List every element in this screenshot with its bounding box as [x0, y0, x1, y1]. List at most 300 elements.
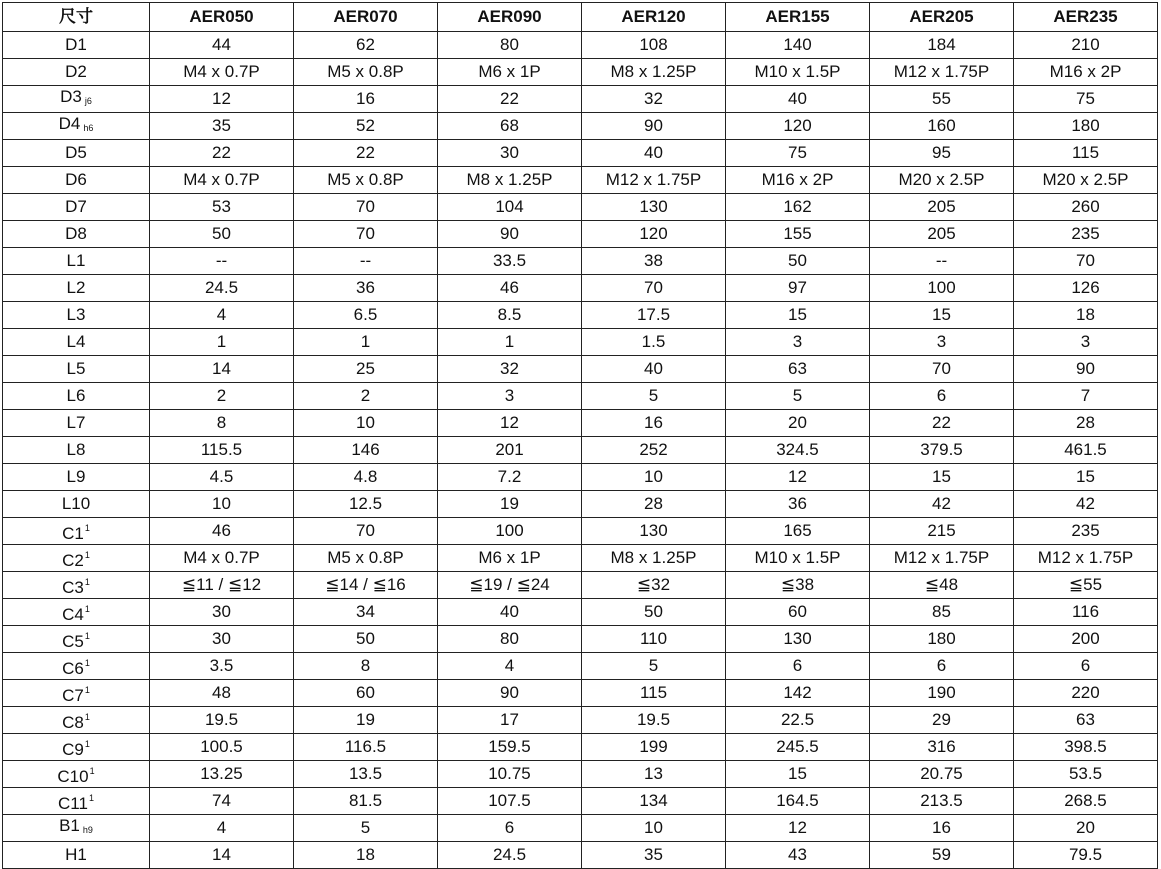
table-cell: 142 — [726, 680, 870, 707]
table-cell: 42 — [870, 491, 1014, 518]
table-cell: 1.5 — [582, 329, 726, 356]
row-label: L10 — [61, 494, 91, 513]
row-label-cell — [3, 248, 150, 275]
table-row — [3, 653, 1158, 680]
table-cell: 30 — [438, 140, 582, 167]
table-cell: 42 — [1014, 491, 1158, 518]
table-cell: M20 x 2.5P — [870, 167, 1014, 194]
table-cell: 90 — [438, 680, 582, 707]
row-label: D8 — [65, 224, 87, 243]
table-row — [3, 518, 1158, 545]
row-label-cell — [3, 761, 150, 788]
table-cell: 4.5 — [150, 464, 294, 491]
row-label-cell — [3, 788, 150, 815]
table-cell: 90 — [438, 221, 582, 248]
table-row — [3, 761, 1158, 788]
table-cell: 3 — [438, 383, 582, 410]
table-cell: 15 — [726, 761, 870, 788]
row-label-cell — [3, 518, 150, 545]
table-cell: 70 — [294, 194, 438, 221]
table-cell: M12 x 1.75P — [870, 545, 1014, 572]
table-cell: 201 — [438, 437, 582, 464]
table-cell: 30 — [150, 626, 294, 653]
row-label-cell — [3, 113, 150, 140]
tolerance-subscript: j6 — [84, 96, 92, 106]
footnote-superscript: 1 — [84, 685, 90, 695]
table-row — [3, 437, 1158, 464]
table-row — [3, 410, 1158, 437]
row-label-cell — [3, 302, 150, 329]
row-label-cell — [3, 680, 150, 707]
table-cell: 3 — [1014, 329, 1158, 356]
table-cell: 252 — [582, 437, 726, 464]
table-cell: 126 — [1014, 275, 1158, 302]
header-model: AER155 — [726, 3, 870, 32]
table-cell: 12 — [438, 410, 582, 437]
table-cell: 43 — [726, 842, 870, 869]
table-cell: 25 — [294, 356, 438, 383]
table-cell: 97 — [726, 275, 870, 302]
table-cell: ≦32 — [582, 572, 726, 599]
table-cell: 22 — [870, 410, 1014, 437]
table-cell: 16 — [582, 410, 726, 437]
table-cell: 68 — [438, 113, 582, 140]
table-cell: 155 — [726, 221, 870, 248]
table-cell: 1 — [294, 329, 438, 356]
table-cell: 159.5 — [438, 734, 582, 761]
table-cell: 6 — [1014, 653, 1158, 680]
row-label: L8 — [66, 440, 86, 459]
table-cell: M8 x 1.25P — [582, 545, 726, 572]
table-row — [3, 626, 1158, 653]
table-cell: 70 — [582, 275, 726, 302]
table-cell: 53 — [150, 194, 294, 221]
row-label: C9 — [62, 740, 84, 759]
row-label-cell — [3, 464, 150, 491]
table-cell: 14 — [150, 356, 294, 383]
row-label-cell — [3, 734, 150, 761]
table-cell: 50 — [150, 221, 294, 248]
table-cell: 205 — [870, 221, 1014, 248]
table-cell: 50 — [294, 626, 438, 653]
table-cell: 36 — [294, 275, 438, 302]
table-cell: 19.5 — [582, 707, 726, 734]
table-cell: 379.5 — [870, 437, 1014, 464]
table-cell: 180 — [1014, 113, 1158, 140]
table-cell: 79.5 — [1014, 842, 1158, 869]
table-cell: 15 — [870, 464, 1014, 491]
row-label: L3 — [66, 305, 86, 324]
table-cell: 15 — [726, 302, 870, 329]
table-row — [3, 707, 1158, 734]
table-cell: 260 — [1014, 194, 1158, 221]
table-cell: 190 — [870, 680, 1014, 707]
table-cell: 6 — [438, 815, 582, 842]
table-cell: 48 — [150, 680, 294, 707]
table-cell: 104 — [438, 194, 582, 221]
table-cell: 22 — [150, 140, 294, 167]
table-cell: 15 — [870, 302, 1014, 329]
row-label: L6 — [66, 386, 86, 405]
row-label-cell — [3, 86, 150, 113]
table-cell: 20 — [726, 410, 870, 437]
table-cell: 116.5 — [294, 734, 438, 761]
row-label-cell — [3, 275, 150, 302]
row-label: L7 — [66, 413, 86, 432]
table-cell: 15 — [1014, 464, 1158, 491]
table-cell: 205 — [870, 194, 1014, 221]
footnote-superscript: 1 — [84, 577, 90, 587]
table-cell: 14 — [150, 842, 294, 869]
table-cell: 316 — [870, 734, 1014, 761]
table-cell: 1 — [150, 329, 294, 356]
footnote-superscript: 1 — [89, 766, 95, 776]
table-cell: 245.5 — [726, 734, 870, 761]
table-cell: 74 — [150, 788, 294, 815]
table-row — [3, 383, 1158, 410]
table-cell: M8 x 1.25P — [438, 167, 582, 194]
table-cell: 75 — [1014, 86, 1158, 113]
row-label: L9 — [66, 467, 86, 486]
table-cell: 40 — [438, 599, 582, 626]
table-cell: 35 — [582, 842, 726, 869]
table-cell: M12 x 1.75P — [582, 167, 726, 194]
table-cell: 20 — [1014, 815, 1158, 842]
table-cell: 116 — [1014, 599, 1158, 626]
footnote-superscript: 1 — [84, 550, 90, 560]
table-row — [3, 842, 1158, 869]
row-label-cell — [3, 410, 150, 437]
row-label-cell — [3, 329, 150, 356]
table-cell: 2 — [294, 383, 438, 410]
table-row — [3, 32, 1158, 59]
table-row — [3, 275, 1158, 302]
table-cell: 70 — [870, 356, 1014, 383]
table-cell: 100 — [438, 518, 582, 545]
row-label-cell — [3, 842, 150, 869]
table-cell: M5 x 0.8P — [294, 59, 438, 86]
table-cell: 8 — [150, 410, 294, 437]
table-cell: 220 — [1014, 680, 1158, 707]
table-cell: 115 — [1014, 140, 1158, 167]
table-cell: 44 — [150, 32, 294, 59]
table-cell: 35 — [150, 113, 294, 140]
table-cell: ≦48 — [870, 572, 1014, 599]
table-row — [3, 788, 1158, 815]
table-row — [3, 572, 1158, 599]
table-cell: 160 — [870, 113, 1014, 140]
row-label: D3 — [60, 87, 82, 106]
table-cell: 5 — [294, 815, 438, 842]
table-cell: 70 — [294, 221, 438, 248]
tolerance-subscript: h6 — [83, 123, 94, 133]
table-cell: 24.5 — [438, 842, 582, 869]
row-label-cell — [3, 653, 150, 680]
table-cell: M16 x 2P — [726, 167, 870, 194]
table-cell: 34 — [294, 599, 438, 626]
table-cell: 120 — [582, 221, 726, 248]
table-cell: ≦38 — [726, 572, 870, 599]
table-cell: 184 — [870, 32, 1014, 59]
row-label: D2 — [65, 62, 87, 81]
table-cell: 110 — [582, 626, 726, 653]
table-cell: -- — [870, 248, 1014, 275]
table-row — [3, 356, 1158, 383]
table-cell: 130 — [582, 518, 726, 545]
table-cell: 19.5 — [150, 707, 294, 734]
table-cell: 40 — [726, 86, 870, 113]
table-cell: M8 x 1.25P — [582, 59, 726, 86]
row-label-cell — [3, 437, 150, 464]
table-cell: 16 — [870, 815, 1014, 842]
table-cell: 46 — [150, 518, 294, 545]
row-label: C6 — [62, 659, 84, 678]
table-cell: 8.5 — [438, 302, 582, 329]
table-cell: 3 — [726, 329, 870, 356]
table-cell: 52 — [294, 113, 438, 140]
table-cell: 24.5 — [150, 275, 294, 302]
table-cell: 6.5 — [294, 302, 438, 329]
table-cell: 29 — [870, 707, 1014, 734]
table-cell: 146 — [294, 437, 438, 464]
table-cell: 13 — [582, 761, 726, 788]
row-label: C4 — [62, 605, 84, 624]
table-cell: 115.5 — [150, 437, 294, 464]
table-cell: 6 — [870, 383, 1014, 410]
table-row — [3, 491, 1158, 518]
row-label-cell — [3, 815, 150, 842]
row-label: C10 — [57, 767, 89, 786]
header-row — [3, 3, 1158, 32]
table-cell: 95 — [870, 140, 1014, 167]
table-cell: 50 — [582, 599, 726, 626]
table-cell: 22 — [438, 86, 582, 113]
row-label: D5 — [65, 143, 87, 162]
row-label: C7 — [62, 686, 84, 705]
table-cell: 235 — [1014, 518, 1158, 545]
table-cell: 2 — [150, 383, 294, 410]
table-row — [3, 113, 1158, 140]
row-label-cell — [3, 140, 150, 167]
table-cell: 18 — [1014, 302, 1158, 329]
table-cell: M6 x 1P — [438, 59, 582, 86]
table-cell: M12 x 1.75P — [870, 59, 1014, 86]
table-cell: 7.2 — [438, 464, 582, 491]
table-cell: 164.5 — [726, 788, 870, 815]
table-cell: 461.5 — [1014, 437, 1158, 464]
table-cell: 215 — [870, 518, 1014, 545]
table-cell: 4.8 — [294, 464, 438, 491]
table-cell: 199 — [582, 734, 726, 761]
table-cell: 63 — [726, 356, 870, 383]
table-cell: 10 — [294, 410, 438, 437]
table-cell: 10.75 — [438, 761, 582, 788]
table-cell: M5 x 0.8P — [294, 167, 438, 194]
table-cell: 213.5 — [870, 788, 1014, 815]
table-cell: 22.5 — [726, 707, 870, 734]
table-cell: 32 — [438, 356, 582, 383]
table-cell: 19 — [294, 707, 438, 734]
table-cell: 20.75 — [870, 761, 1014, 788]
table-row — [3, 815, 1158, 842]
table-cell: 17 — [438, 707, 582, 734]
table-cell: 6 — [726, 653, 870, 680]
row-label-cell — [3, 491, 150, 518]
table-cell: 80 — [438, 32, 582, 59]
table-cell: M16 x 2P — [1014, 59, 1158, 86]
table-cell: M4 x 0.7P — [150, 59, 294, 86]
tolerance-subscript: h9 — [82, 825, 93, 835]
table-row — [3, 599, 1158, 626]
table-cell: ≦55 — [1014, 572, 1158, 599]
header-model: AER050 — [150, 3, 294, 32]
table-cell: 115 — [582, 680, 726, 707]
table-cell: 90 — [582, 113, 726, 140]
table-cell: 63 — [1014, 707, 1158, 734]
table-cell: M10 x 1.5P — [726, 545, 870, 572]
header-model: AER205 — [870, 3, 1014, 32]
table-cell: 85 — [870, 599, 1014, 626]
table-cell: 22 — [294, 140, 438, 167]
table-cell: 5 — [726, 383, 870, 410]
header-dimension: 尺寸 — [3, 3, 150, 32]
row-label-cell — [3, 221, 150, 248]
table-cell: 4 — [150, 302, 294, 329]
table-cell: 75 — [726, 140, 870, 167]
row-label: D6 — [65, 170, 87, 189]
table-row — [3, 464, 1158, 491]
table-cell: 55 — [870, 86, 1014, 113]
table-cell: 10 — [582, 464, 726, 491]
table-cell: 6 — [870, 653, 1014, 680]
table-cell: 4 — [150, 815, 294, 842]
table-cell: 90 — [1014, 356, 1158, 383]
row-label-cell — [3, 356, 150, 383]
row-label: D1 — [65, 35, 87, 54]
row-label-cell — [3, 194, 150, 221]
table-cell: 1 — [438, 329, 582, 356]
row-label-cell — [3, 383, 150, 410]
table-cell: 134 — [582, 788, 726, 815]
table-cell: 162 — [726, 194, 870, 221]
table-row — [3, 167, 1158, 194]
table-cell: 165 — [726, 518, 870, 545]
table-body — [3, 32, 1158, 869]
table-cell: 108 — [582, 32, 726, 59]
row-label-cell — [3, 545, 150, 572]
row-label-cell — [3, 167, 150, 194]
table-row — [3, 680, 1158, 707]
table-cell: 28 — [1014, 410, 1158, 437]
row-label: B1 — [59, 816, 80, 835]
table-cell: 268.5 — [1014, 788, 1158, 815]
table-row — [3, 194, 1158, 221]
table-cell: 17.5 — [582, 302, 726, 329]
row-label-cell — [3, 707, 150, 734]
table-cell: 5 — [582, 653, 726, 680]
table-row — [3, 59, 1158, 86]
table-cell: 19 — [438, 491, 582, 518]
row-label: L4 — [66, 332, 86, 351]
table-cell: 210 — [1014, 32, 1158, 59]
table-cell: 10 — [582, 815, 726, 842]
row-label-cell — [3, 59, 150, 86]
table-cell: M4 x 0.7P — [150, 167, 294, 194]
table-cell: 4 — [438, 653, 582, 680]
table-cell: 130 — [726, 626, 870, 653]
row-label: L5 — [66, 359, 86, 378]
table-cell: M4 x 0.7P — [150, 545, 294, 572]
table-cell: 30 — [150, 599, 294, 626]
table-cell: 100.5 — [150, 734, 294, 761]
row-label: D4 — [58, 114, 81, 133]
row-label: L1 — [66, 251, 86, 270]
table-cell: 81.5 — [294, 788, 438, 815]
table-cell: 40 — [582, 356, 726, 383]
table-cell: M20 x 2.5P — [1014, 167, 1158, 194]
table-cell: ≦19 / ≦24 — [438, 572, 582, 599]
table-cell: 13.5 — [294, 761, 438, 788]
header-model: AER090 — [438, 3, 582, 32]
table-cell: 120 — [726, 113, 870, 140]
table-cell: 16 — [294, 86, 438, 113]
row-label: C5 — [62, 632, 84, 651]
row-label: C2 — [62, 551, 84, 570]
table-cell: 200 — [1014, 626, 1158, 653]
table-cell: 324.5 — [726, 437, 870, 464]
table-cell: 12 — [726, 815, 870, 842]
footnote-superscript: 1 — [84, 739, 90, 749]
table-cell: 50 — [726, 248, 870, 275]
row-label: C3 — [62, 578, 84, 597]
footnote-superscript: 1 — [84, 712, 90, 722]
table-cell: 100 — [870, 275, 1014, 302]
row-label: H1 — [65, 845, 87, 864]
table-cell: -- — [294, 248, 438, 275]
table-cell: M10 x 1.5P — [726, 59, 870, 86]
footnote-superscript: 1 — [84, 523, 90, 533]
table-row — [3, 248, 1158, 275]
table-cell: 60 — [726, 599, 870, 626]
row-label: C1 — [62, 524, 84, 543]
row-label: D7 — [65, 197, 87, 216]
table-cell: 3 — [870, 329, 1014, 356]
dimension-table — [2, 2, 1158, 869]
table-cell: 398.5 — [1014, 734, 1158, 761]
table-cell: 5 — [582, 383, 726, 410]
table-row — [3, 86, 1158, 113]
table-cell: 180 — [870, 626, 1014, 653]
table-cell: 12 — [150, 86, 294, 113]
table-cell: 10 — [150, 491, 294, 518]
table-cell: 7 — [1014, 383, 1158, 410]
table-cell: ≦11 / ≦12 — [150, 572, 294, 599]
table-cell: 38 — [582, 248, 726, 275]
table-cell: 46 — [438, 275, 582, 302]
table-cell: M12 x 1.75P — [1014, 545, 1158, 572]
footnote-superscript: 1 — [88, 793, 94, 803]
table-cell: 53.5 — [1014, 761, 1158, 788]
table-row — [3, 221, 1158, 248]
row-label: C8 — [62, 713, 84, 732]
table-cell: M6 x 1P — [438, 545, 582, 572]
table-cell: 130 — [582, 194, 726, 221]
table-cell: M5 x 0.8P — [294, 545, 438, 572]
table-row — [3, 302, 1158, 329]
table-header — [3, 3, 1158, 32]
footnote-superscript: 1 — [84, 658, 90, 668]
table-cell: 3.5 — [150, 653, 294, 680]
